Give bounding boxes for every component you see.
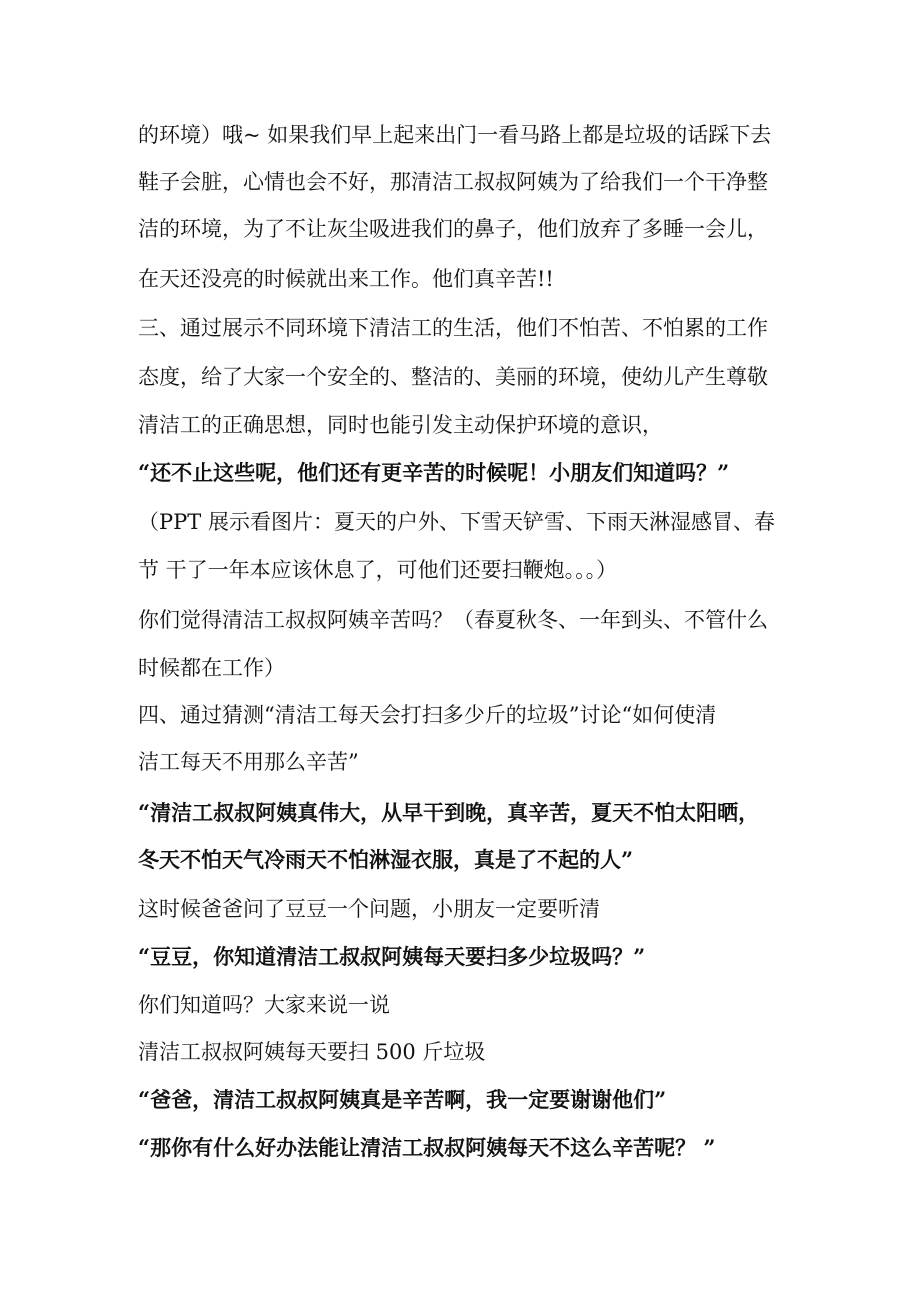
paragraph-line: 你们觉得清洁工叔叔阿姨辛苦吗？（春夏秋冬、一年到头、不管什么 <box>138 608 768 632</box>
paragraph-line: “爸爸，清洁工叔叔阿姨真是辛苦啊，我一定要谢谢他们” <box>138 1087 667 1112</box>
paragraph-line: 鞋子会脏，心情也会不好，那清洁工叔叔阿姨为了给我们一个干净整 <box>138 170 768 194</box>
paragraph-line: 态度，给了大家一个安全的、整洁的、美丽的环境，使幼儿产生尊敬 <box>138 365 768 389</box>
paragraph-line: 四、通过猜测“清洁工每天会打扫多少斤的垃圾”讨论“如何使清 <box>138 703 717 727</box>
paragraph-line: “清洁工叔叔阿姨真伟大，从早干到晚，真辛苦，夏天不怕太阳晒， <box>138 800 760 825</box>
paragraph-line: 的环境）哦~ 如果我们早上起来出门一看马路上都是垃圾的话踩下去 <box>138 123 772 147</box>
paragraph-line: 冬天不怕天气冷雨天不怕淋湿衣服，真是了不起的人” <box>138 847 634 872</box>
paragraph-line: 清洁工叔叔阿姨每天要扫 500 斤垃圾 <box>138 1040 486 1064</box>
paragraph-line: “还不止这些呢，他们还有更辛苦的时候呢！小朋友们知道吗？” <box>138 460 730 485</box>
paragraph-line: 清洁工的正确思想，同时也能引发主动保护环境的意识， <box>138 413 663 437</box>
paragraph-line: 时候都在工作） <box>138 656 285 680</box>
paragraph-line: 这时候爸爸问了豆豆一个问题，小朋友一定要听清 <box>138 897 600 921</box>
paragraph-line: 在天还没亮的时候就出来工作。他们真辛苦!! <box>138 267 554 291</box>
paragraph-line: 你们知道吗？大家来说一说 <box>138 993 390 1017</box>
paragraph-line: 节 干了一年本应该休息了，可他们还要扫鞭炮。。。） <box>138 558 618 582</box>
paragraph-line: 洁工每天不用那么辛苦” <box>138 750 359 774</box>
paragraph-line: “豆豆，你知道清洁工叔叔阿姨每天要扫多少垃圾吗？” <box>138 944 646 969</box>
paragraph-line: 洁的环境，为了不让灰尘吸进我们的鼻子，他们放弃了多睡一会儿， <box>138 217 768 241</box>
paragraph-line: “那你有什么好办法能让清洁工叔叔阿姨每天不这么辛苦呢？ ” <box>138 1135 716 1160</box>
paragraph-line: （PPT 展示看图片：夏天的户外、下雪天铲雪、下雨天淋湿感冒、春 <box>138 510 775 534</box>
paragraph-line: 三、通过展示不同环境下清洁工的生活，他们不怕苦、不怕累的工作 <box>138 316 768 340</box>
